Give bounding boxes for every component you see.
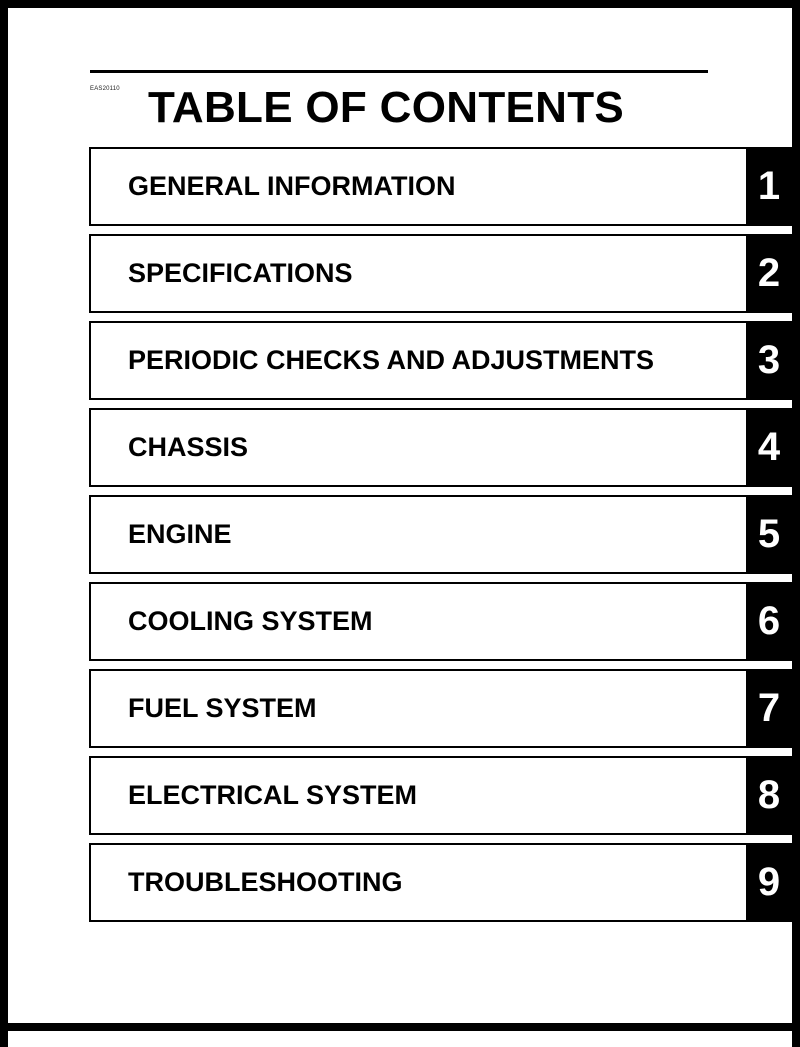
section-tab[interactable] (746, 408, 792, 487)
section-tab[interactable] (746, 495, 792, 574)
document-code: EAS20110 (90, 86, 120, 92)
toc-entry-electrical-system[interactable] (89, 756, 792, 835)
toc-list (89, 147, 792, 930)
section-tab[interactable] (746, 321, 792, 400)
section-number: 2 (757, 251, 781, 295)
page-title: TABLE OF CONTENTS (148, 83, 625, 132)
section-number: 6 (757, 599, 781, 643)
toc-entry-label: TROUBLESHOOTING (128, 867, 403, 897)
toc-entry-label: PERIODIC CHECKS AND ADJUSTMENTS (128, 345, 655, 375)
section-tab[interactable] (746, 582, 792, 661)
toc-entry-engine[interactable] (89, 495, 792, 574)
toc-entry-label: ENGINE (128, 519, 232, 549)
section-number: 9 (757, 860, 781, 904)
toc-entry-label: SPECIFICATIONS (128, 258, 353, 288)
toc-entry-label: GENERAL INFORMATION (128, 171, 456, 201)
toc-entry-cooling-system[interactable] (89, 582, 792, 661)
toc-entry-periodic-checks[interactable] (89, 321, 792, 400)
section-tab[interactable] (746, 756, 792, 835)
section-tab[interactable] (746, 843, 792, 922)
section-number: 7 (757, 686, 781, 730)
toc-entry-troubleshooting[interactable] (89, 843, 792, 922)
section-tab[interactable] (746, 234, 792, 313)
section-tab[interactable] (746, 669, 792, 748)
toc-entry-label: CHASSIS (128, 432, 249, 462)
section-number: 1 (757, 164, 781, 208)
section-tab[interactable] (746, 147, 792, 226)
document-page (8, 8, 792, 1023)
section-number: 5 (757, 512, 781, 556)
top-rule (90, 70, 708, 73)
next-page-edge (8, 1031, 792, 1047)
toc-entry-fuel-system[interactable] (89, 669, 792, 748)
toc-entry-label: FUEL SYSTEM (128, 693, 317, 723)
toc-entry-specifications[interactable] (89, 234, 792, 313)
section-number: 4 (757, 425, 781, 469)
section-number: 3 (757, 338, 781, 382)
toc-entry-label: COOLING SYSTEM (128, 606, 373, 636)
toc-entry-general-information[interactable] (89, 147, 792, 226)
toc-entry-label: ELECTRICAL SYSTEM (128, 780, 418, 810)
section-number: 8 (757, 773, 781, 817)
toc-entry-chassis[interactable] (89, 408, 792, 487)
